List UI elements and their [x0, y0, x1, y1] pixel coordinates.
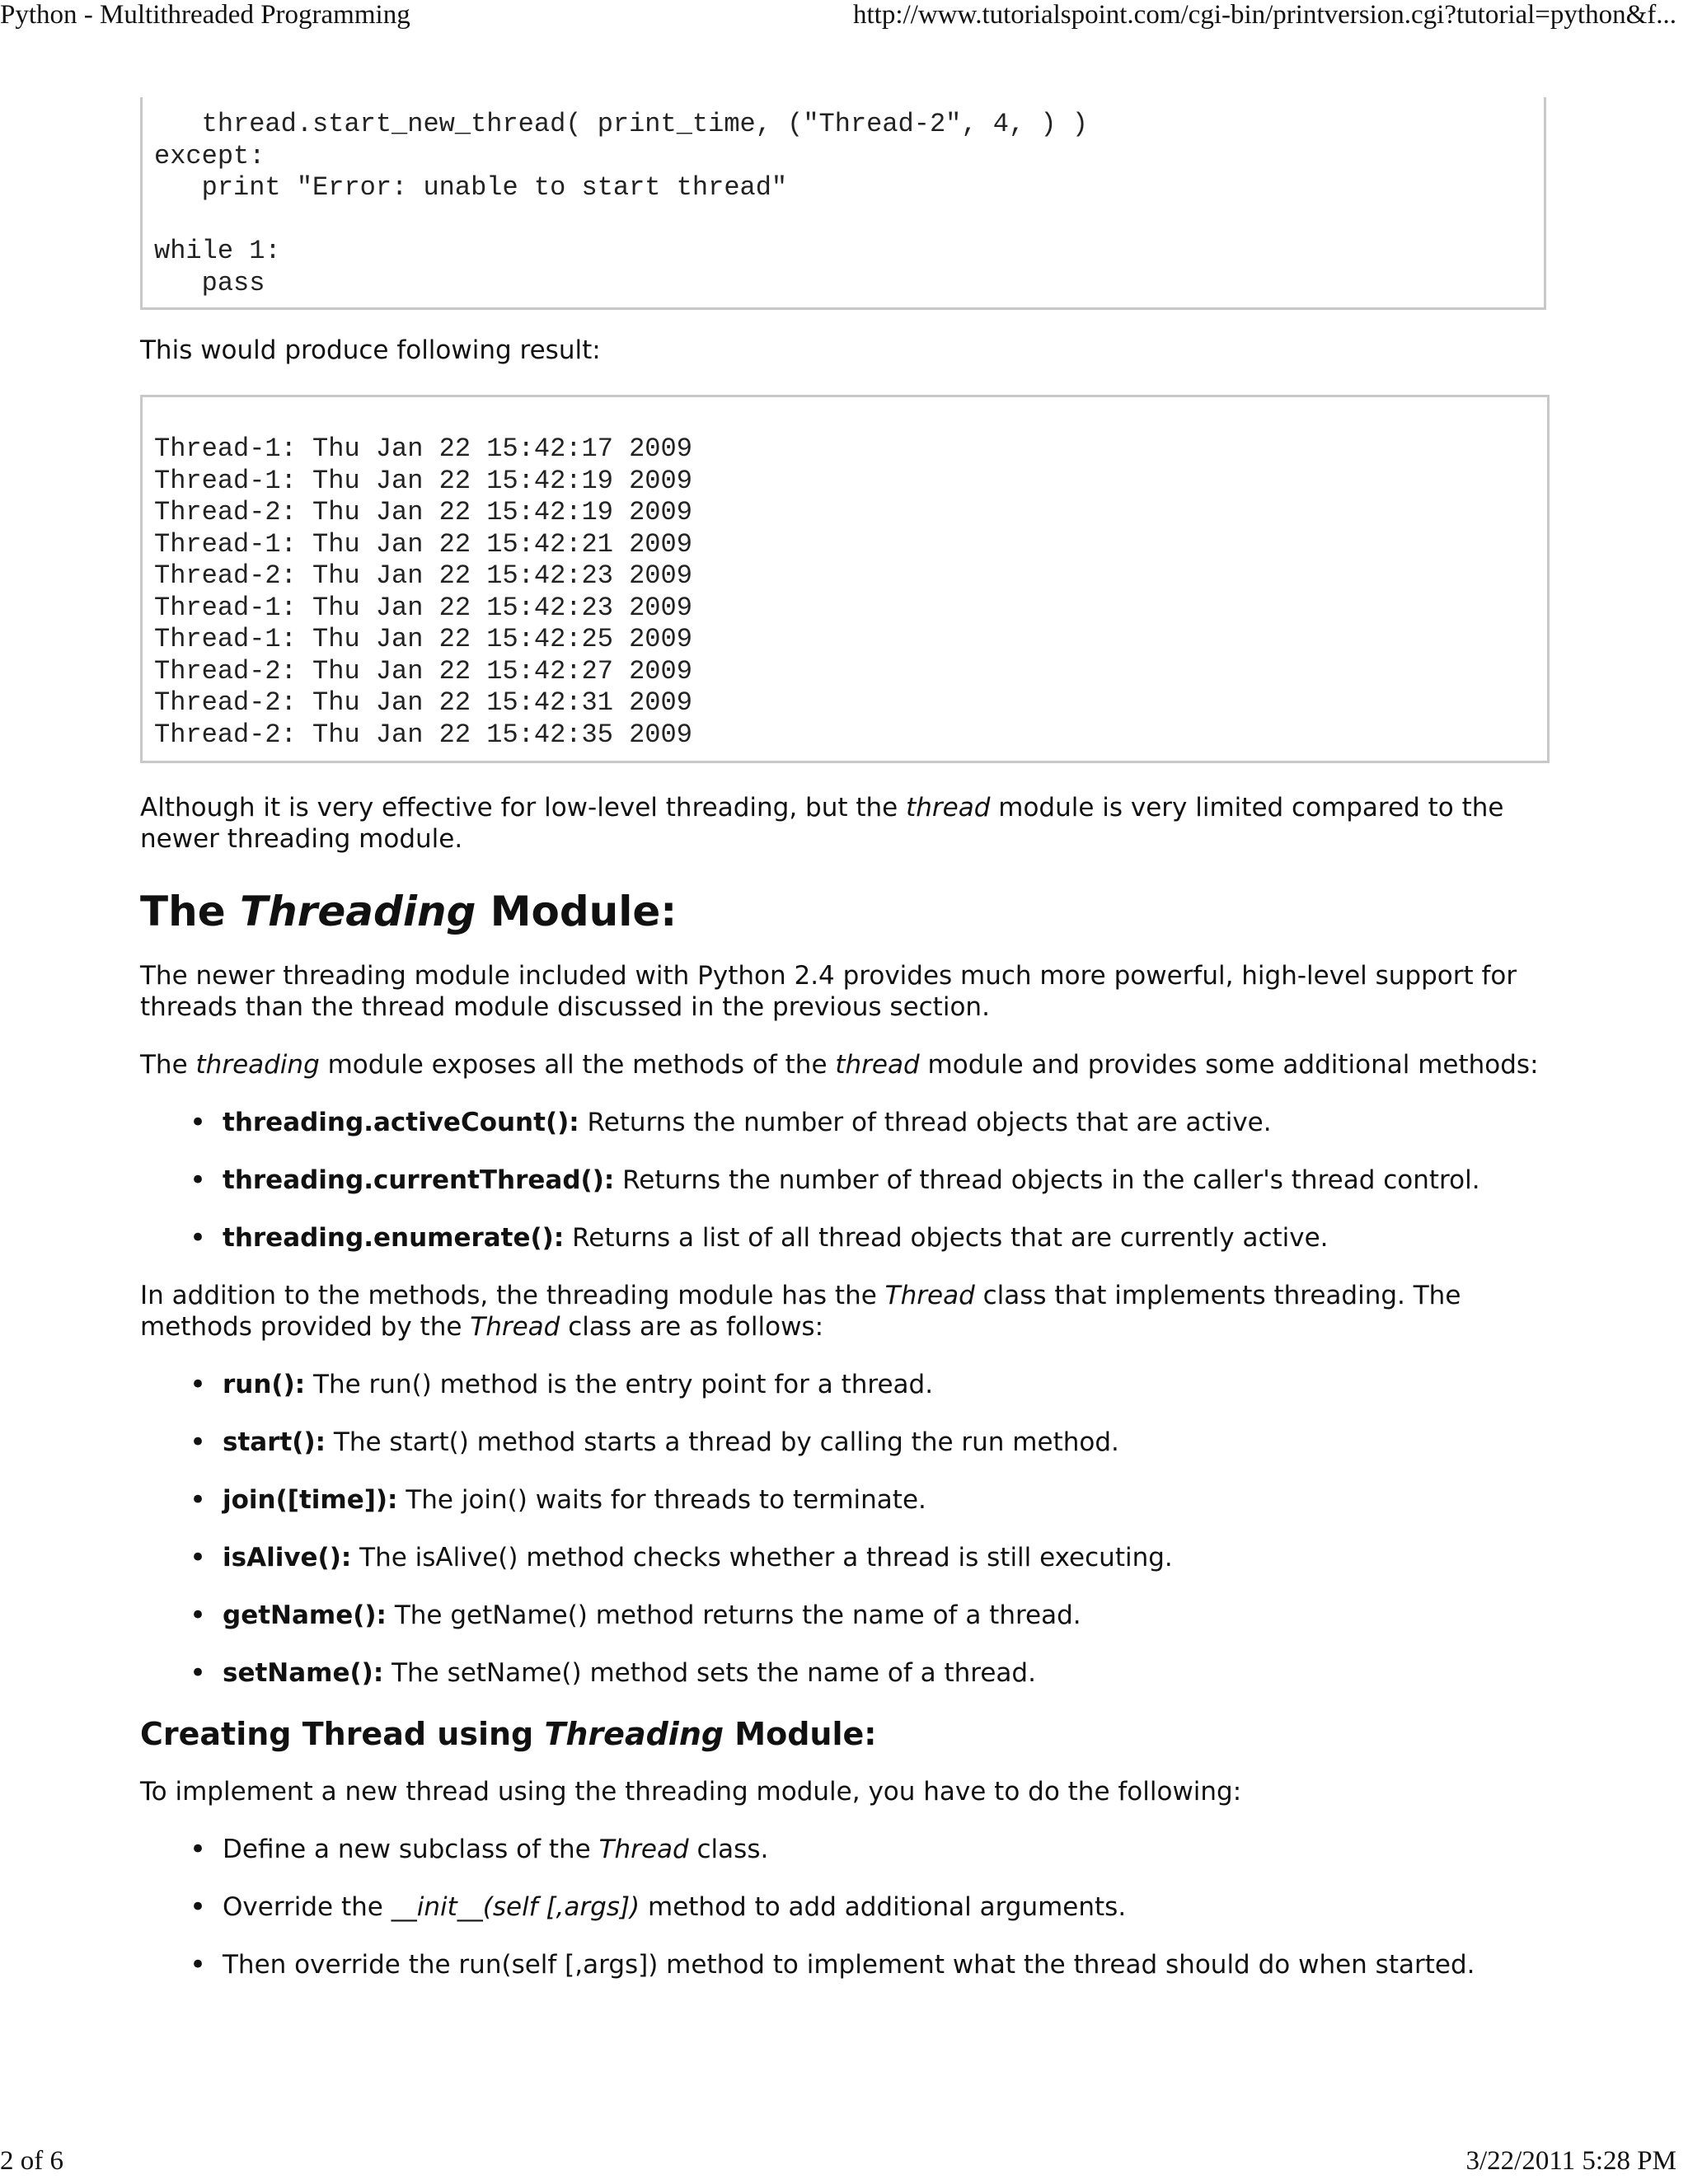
list-item: • run(): The run() method is the entry point for a thread.	[140, 1369, 1550, 1400]
heading-threading-module: The Threading Module:	[140, 888, 678, 935]
print-header-url: http://www.tutorialspoint.com/cgi-bin/printversion.cgi?tutorial=python&f...	[853, 0, 1676, 30]
although-paragraph: Although it is very effective for low-level threading, but the thread module is very limited compared to the newer threading module.	[140, 793, 1504, 854]
code-block-source	[140, 97, 1546, 310]
print-header-title: Python - Multithreaded Programming	[0, 0, 410, 30]
list-item: • Define a new subclass of the Thread class.	[140, 1834, 1550, 1865]
steps-list	[140, 1834, 1550, 1980]
list-item: • Override the __init__(self [,args]) method to add additional arguments.	[140, 1891, 1550, 1923]
exposes-paragraph: The threading module exposes all the methods of the thread module and provides some additional methods:	[140, 1050, 1539, 1080]
list-item: • Then override the run(self [,args]) method to implement what the thread should do when started.	[140, 1949, 1550, 1980]
heading-creating-thread: Creating Thread using Threading Module:	[140, 1716, 877, 1752]
code-output-text: Thread-1: Thu Jan 22 15:42:17 2009 Thread-1: Thu Jan 22 15:42:19 2009 Thread-2: Thu Jan 22 15:42:19 2009 Thread-1: Thu Jan 22 15:42:21 2009 Thread-2: Thu Jan 22 15:42:23 2009 Thread-1: Thu Jan 22 15:42:23 2009 Thread-1: Thu Jan 22 15:42:25 2009 Thread-2: Thu Jan 22 15:42:27 2009 Thread-2: Thu Jan 22 15:42:31 2009 Thread-2: Thu Jan 22 15:42:35 2009	[154, 434, 692, 750]
result-intro: This would produce following result:	[140, 335, 601, 365]
implement-paragraph: To implement a new thread using the threading module, you have to do the following:	[140, 1777, 1242, 1807]
newer-threading-paragraph: The newer threading module included with Python 2.4 provides much more powerful, high-level support for threads than the thread module discussed in the previous section.	[140, 961, 1517, 1022]
list-item: • threading.currentThread(): Returns the number of thread objects in the caller's thread control.	[140, 1165, 1550, 1196]
list-item: • getName(): The getName() method returns the name of a thread.	[140, 1600, 1550, 1631]
list-item: • join([time]): The join() waits for threads to terminate.	[140, 1484, 1550, 1516]
addition-paragraph: In addition to the methods, the threading module has the Thread class that implements threading. The methods provided by the Thread class are as follows:	[140, 1281, 1461, 1342]
list-item: • setName(): The setName() method sets the name of a thread.	[140, 1657, 1550, 1689]
list-item: • threading.enumerate(): Returns a list of all thread objects that are currently active.	[140, 1222, 1550, 1254]
module-methods-list	[140, 1107, 1550, 1254]
code-source-text: thread.start_new_thread( print_time, ("Thread-2", 4, ) ) except: print "Error: unable to start thread" while 1: pass	[154, 109, 1088, 298]
list-item: • threading.activeCount(): Returns the number of thread objects that are active.	[140, 1107, 1550, 1138]
code-block-output	[140, 395, 1550, 763]
list-item: • isAlive(): The isAlive() method checks whether a thread is still executing.	[140, 1542, 1550, 1573]
print-footer-page: 2 of 6	[0, 2146, 63, 2176]
print-footer-datetime: 3/22/2011 5:28 PM	[1465, 2146, 1676, 2176]
thread-methods-list	[140, 1369, 1550, 1689]
list-item: • start(): The start() method starts a thread by calling the run method.	[140, 1427, 1550, 1458]
article-content	[140, 97, 1550, 2007]
